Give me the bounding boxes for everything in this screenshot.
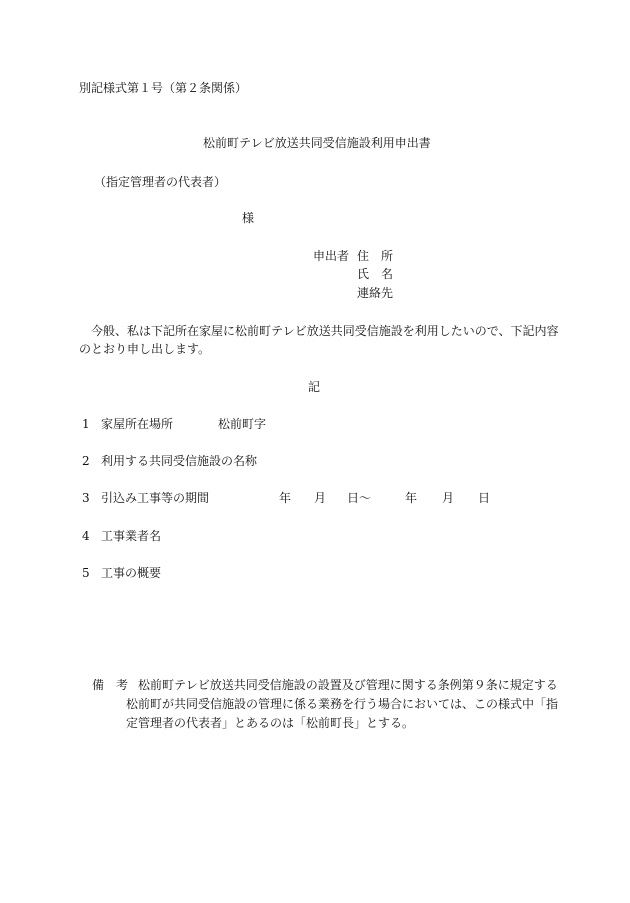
period-end-day: 日 [478, 491, 491, 505]
period-start-month: 月 [314, 491, 327, 505]
item-label: 引込み工事等の期間 [101, 491, 210, 505]
applicant-address-label: 住 所 [357, 249, 394, 263]
period-end-month: 月 [442, 491, 455, 505]
applicant-name-label: 氏 名 [357, 267, 394, 281]
item-number: 3 [82, 491, 90, 505]
document-title: 松前町テレビ放送共同受信施設利用申出書 [203, 136, 431, 150]
addressee-label: （指定管理者の代表者） [94, 175, 227, 189]
item-number: 1 [82, 417, 90, 431]
period-start-day: 日～ [347, 491, 372, 505]
item-label: 工事の概要 [101, 566, 162, 580]
applicant-label: 申出者 [313, 249, 350, 263]
addressee-honorific: 様 [242, 211, 255, 225]
ki-heading: 記 [308, 380, 321, 394]
item-label: 利用する共同受信施設の名称 [101, 454, 258, 468]
form-number: 別記様式第１号（第２条関係） [79, 81, 248, 95]
remarks-line3: 定管理者の代表者」とあるのは「松前町長」とする。 [126, 716, 415, 730]
applicant-contact-label: 連絡先 [357, 286, 394, 300]
period-start-year: 年 [279, 491, 292, 505]
item-number: 2 [82, 454, 90, 468]
item-label: 工事業者名 [101, 529, 162, 543]
item-number: 5 [82, 566, 90, 580]
body-paragraph-line2: のとおり申し出します。 [79, 342, 211, 356]
item-label: 家屋所在場所 [101, 417, 174, 431]
item-value: 松前町字 [218, 417, 267, 431]
remarks-line2: 松前町が共同受信施設の管理に係る業務を行う場合においては、この様式中「指 [126, 697, 559, 711]
remarks-label: 備 考 [92, 678, 129, 692]
period-end-year: 年 [405, 491, 418, 505]
remarks-line1: 松前町テレビ放送共同受信施設の設置及び管理に関する条例第９条に規定する [138, 678, 558, 692]
body-paragraph-line1: 今般、私は下記所在家屋に松前町テレビ放送共同受信施設を利用したいので、下記内容 [91, 324, 559, 338]
item-number: 4 [82, 529, 90, 543]
